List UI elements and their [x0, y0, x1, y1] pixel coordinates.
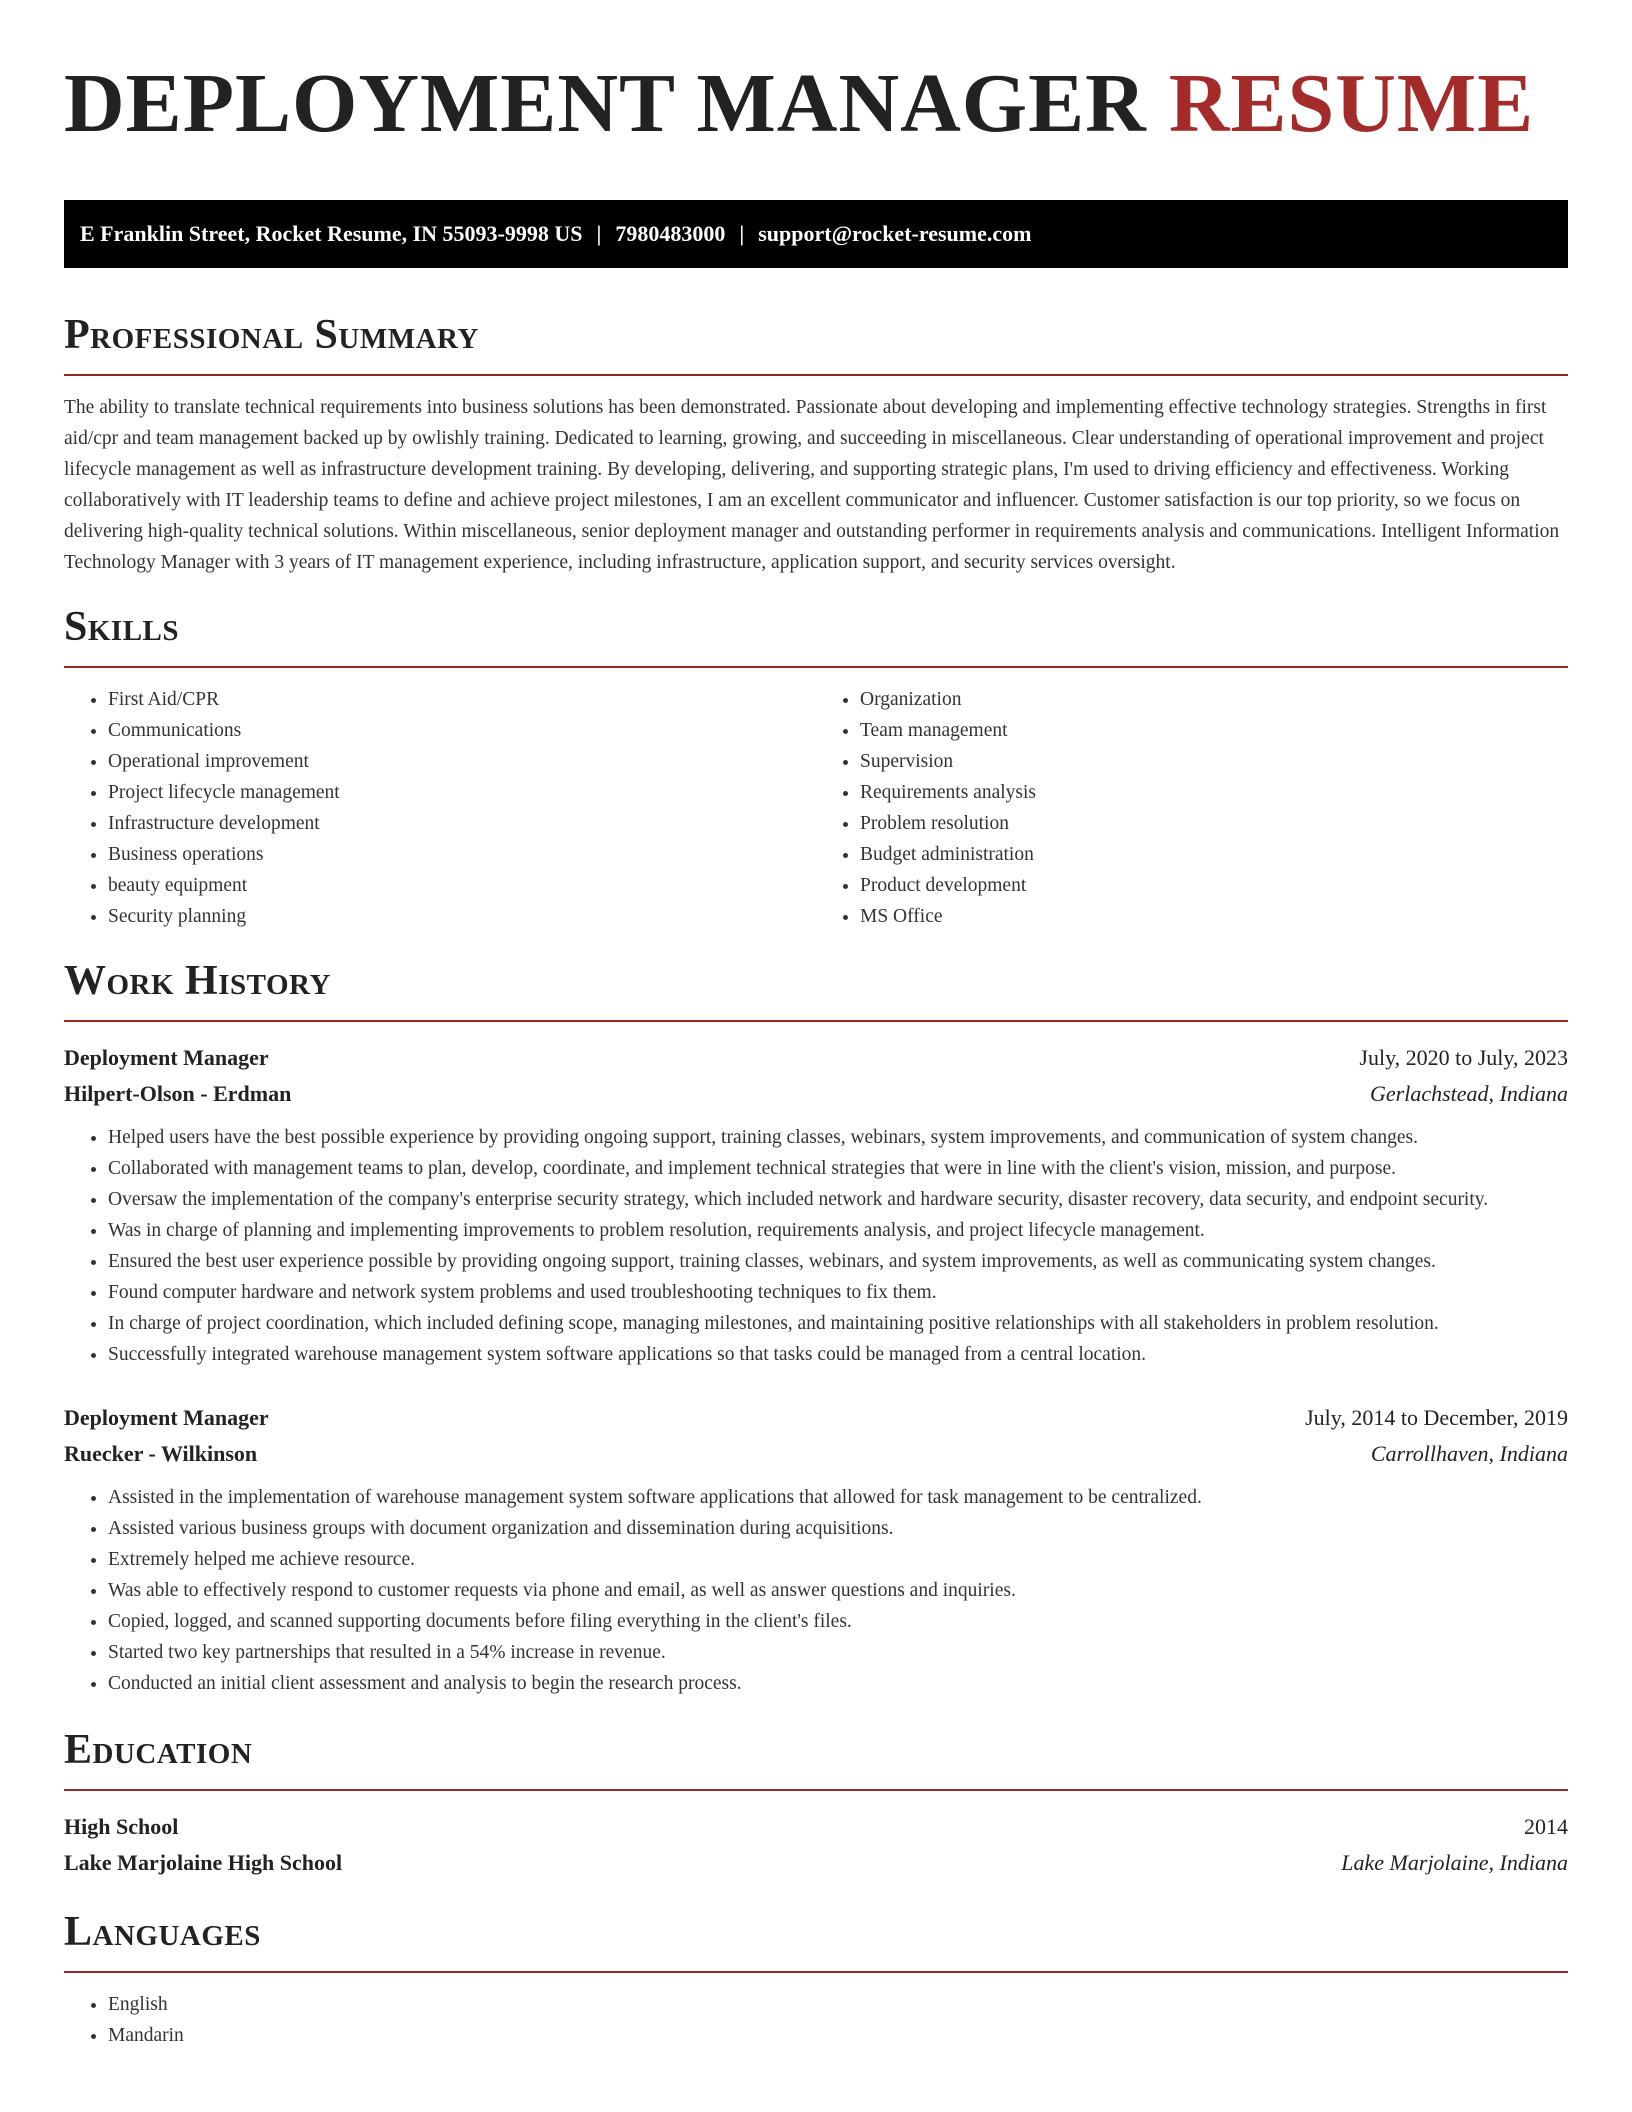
job-bullet: • Started two key partnerships that resulted in a 54% increase in revenue.: [108, 1637, 1568, 1668]
job-bullet: • Conducted an initial client assessment and analysis to begin the research process.: [108, 1668, 1568, 1699]
job-bullet: • Copied, logged, and scanned supporting documents before filing everything in the client's files.: [108, 1606, 1568, 1637]
job-bullets: [64, 1482, 1568, 1699]
education-heading: Education: [64, 1727, 253, 1773]
summary-heading: Professional Summary: [64, 312, 479, 358]
job-bullet: • Oversaw the implementation of the company's enterprise security strategy, which included network and hardware security, disaster recovery, data security, and endpoint security.: [108, 1184, 1568, 1215]
job-entry: [64, 1040, 1568, 1370]
contact-phone: 7980483000: [615, 221, 726, 246]
skills-list-right: [816, 684, 1568, 932]
section-divider: [64, 1971, 1568, 1973]
skill-item: • Supervision: [860, 746, 1568, 777]
section-divider: [64, 374, 1568, 376]
skill-item: • Budget administration: [860, 839, 1568, 870]
education-section: [64, 1725, 1568, 1881]
job-dates: July, 2020 to July, 2023: [1359, 1045, 1568, 1070]
contact-separator: |: [739, 221, 745, 246]
education-location: Lake Marjolaine, Indiana: [1341, 1850, 1568, 1875]
job-company-row: [64, 1436, 1568, 1472]
skill-item: • Security planning: [108, 901, 816, 932]
skill-item: • Team management: [860, 715, 1568, 746]
skill-item: • Project lifecycle management: [108, 777, 816, 808]
title-accent: RESUME: [1168, 57, 1535, 150]
job-bullet: • In charge of project coordination, which included defining scope, managing milestones, and maintaining positive relationships with all stakeholders in problem resolution.: [108, 1308, 1568, 1339]
languages-list: [64, 1989, 1568, 2051]
section-divider: [64, 666, 1568, 668]
job-bullet: • Extremely helped me achieve resource.: [108, 1544, 1568, 1575]
education-header-row: [64, 1809, 1568, 1845]
contact-separator: |: [596, 221, 602, 246]
job-company: Ruecker - Wilkinson: [64, 1441, 258, 1466]
job-title: Deployment Manager: [64, 1045, 269, 1070]
job-bullet: • Was able to effectively respond to customer requests via phone and email, as well as answer questions and inquiries.: [108, 1575, 1568, 1606]
work-section: [64, 956, 1568, 1699]
job-company: Hilpert-Olson - Erdman: [64, 1081, 292, 1106]
skill-item: • Operational improvement: [108, 746, 816, 777]
skill-item: • Business operations: [108, 839, 816, 870]
skill-item: • Organization: [860, 684, 1568, 715]
skills-columns: [64, 684, 1568, 932]
job-bullet: • Assisted in the implementation of warehouse management system software applications that allowed for task management to be centralized.: [108, 1482, 1568, 1513]
job-bullet: • Successfully integrated warehouse management system software applications so that tasks could be managed from a central location.: [108, 1339, 1568, 1370]
summary-section: [64, 310, 1568, 578]
education-school: Lake Marjolaine High School: [64, 1850, 343, 1875]
job-dates: July, 2014 to December, 2019: [1305, 1405, 1568, 1430]
languages-section: [64, 1907, 1568, 2051]
languages-heading: Languages: [64, 1909, 261, 1955]
skills-heading: Skills: [64, 604, 180, 650]
skill-item: • First Aid/CPR: [108, 684, 816, 715]
section-divider: [64, 1789, 1568, 1791]
job-location: Carrollhaven, Indiana: [1370, 1441, 1568, 1466]
section-divider: [64, 1020, 1568, 1022]
job-header-row: [64, 1400, 1568, 1436]
contact-address: E Franklin Street, Rocket Resume, IN 55093-9998 US: [80, 221, 583, 246]
skill-item: • Requirements analysis: [860, 777, 1568, 808]
contact-bar: [64, 200, 1568, 268]
job-bullet: • Ensured the best user experience possible by providing ongoing support, training classes, webinars, and system improvements, as well as communicating system changes.: [108, 1246, 1568, 1277]
job-bullet: • Helped users have the best possible experience by providing ongoing support, training classes, webinars, system improvements, and communication of system changes.: [108, 1122, 1568, 1153]
job-bullet: • Collaborated with management teams to plan, develop, coordinate, and implement technical strategies that were in line with the client's vision, mission, and purpose.: [108, 1153, 1568, 1184]
education-year: 2014: [1524, 1814, 1568, 1839]
job-header-row: [64, 1040, 1568, 1076]
resume-title: [64, 58, 1568, 150]
skill-item: • beauty equipment: [108, 870, 816, 901]
job-title: Deployment Manager: [64, 1405, 269, 1430]
skill-item: • Problem resolution: [860, 808, 1568, 839]
job-company-row: [64, 1076, 1568, 1112]
education-entry: [64, 1809, 1568, 1881]
summary-text: The ability to translate technical requirements into business solutions has been demonstrated. Passionate about developing and implementing effective technology strategies. Strengths in first aid/cpr and team management backed up by owlishly training. Dedicated to learning, growing, and succeeding in miscellaneous. Clear understanding of operational improvement and project lifecycle management as well as infrastructure development training. By developing, delivering, and supporting strategic plans, I'm used to driving efficiency and effectiveness. Working collaboratively with IT leadership teams to define and achieve project milestones, I am an excellent communicator and influencer. Customer satisfaction is our top priority, so we focus on delivering high-quality technical solutions. Within miscellaneous, senior deployment manager and outstanding performer in requirements analysis and communications. Intelligent Information Technology Manager with 3 years of IT management experience, including infrastructure, application support, and security services oversight.: [64, 397, 1560, 573]
skills-section: [64, 602, 1568, 932]
skill-item: • Infrastructure development: [108, 808, 816, 839]
skill-item: • Communications: [108, 715, 816, 746]
title-main: DEPLOYMENT MANAGER: [64, 57, 1147, 150]
skill-item: • Product development: [860, 870, 1568, 901]
work-heading: Work History: [64, 958, 331, 1004]
skills-list-left: [64, 684, 816, 932]
contact-email: support@rocket-resume.com: [758, 221, 1032, 246]
education-degree: High School: [64, 1814, 179, 1839]
skill-item: • MS Office: [860, 901, 1568, 932]
job-bullets: [64, 1122, 1568, 1370]
language-item: • Mandarin: [108, 2020, 1568, 2051]
job-bullet: • Found computer hardware and network system problems and used troubleshooting techniques to fix them.: [108, 1277, 1568, 1308]
job-entry: [64, 1400, 1568, 1699]
job-bullet: • Assisted various business groups with document organization and dissemination during acquisitions.: [108, 1513, 1568, 1544]
job-location: Gerlachstead, Indiana: [1370, 1081, 1568, 1106]
job-bullet: • Was in charge of planning and implementing improvements to problem resolution, requirements analysis, and project lifecycle management.: [108, 1215, 1568, 1246]
education-school-row: [64, 1845, 1568, 1881]
language-item: • English: [108, 1989, 1568, 2020]
